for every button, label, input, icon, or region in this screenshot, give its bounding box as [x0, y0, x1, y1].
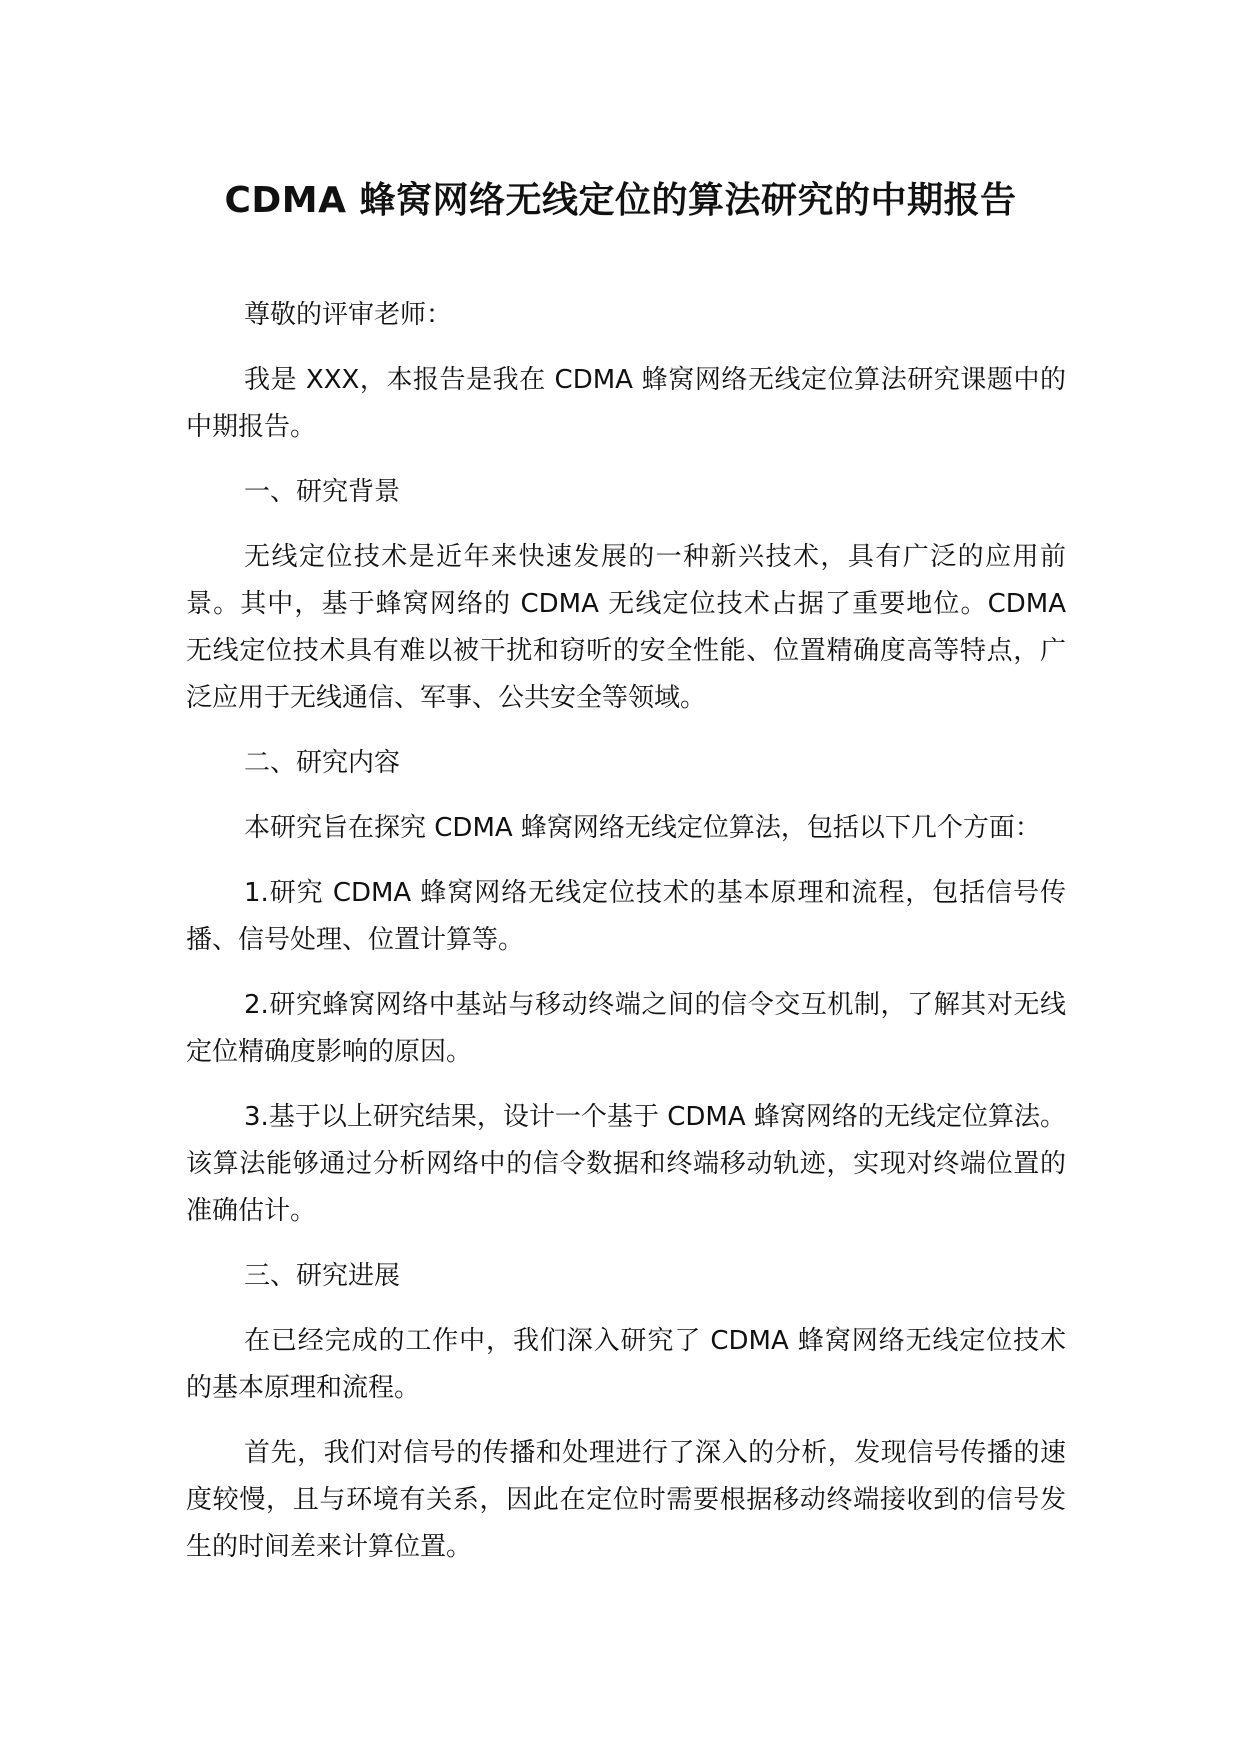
progress-paragraph-2: 首先，我们对信号的传播和处理进行了深入的分析，发现信号传播的速度较慢，且与环境有关系，因此在定位时需要根据移动终端接收到的信号发生的时间差来计算位置。 — [186, 1438, 1066, 1562]
content-intro-paragraph: 本研究旨在探究 CDMA 蜂窝网络无线定位算法，包括以下几个方面： — [244, 813, 1041, 843]
background-paragraph: 无线定位技术是近年来快速发展的一种新兴技术，具有广泛的应用前景。其中，基于蜂窝网络的 CDMA 无线定位技术占据了重要地位。CDMA 无线定位技术具有难以被干扰和窃听的安全性能、位置精确度高等特点，广泛应用于无线通信、军事、公共安全等领域。 — [186, 542, 1066, 713]
progress-paragraph-1: 在已经完成的工作中，我们深入研究了 CDMA 蜂窝网络无线定位技术的基本原理和流程。 — [186, 1326, 1066, 1403]
content-item-3: 3.基于以上研究结果，设计一个基于 CDMA 蜂窝网络的无线定位算法。该算法能够通过分析网络中的信令数据和终端移动轨迹，实现对终端位置的准确估计。 — [186, 1102, 1066, 1226]
section-heading-content: 二、研究内容 — [244, 748, 401, 778]
document-title: CDMA 蜂窝网络无线定位的算法研究的中期报告 — [224, 180, 1017, 221]
salutation: 尊敬的评审老师： — [244, 300, 453, 330]
section-heading-background: 一、研究背景 — [244, 477, 401, 507]
section-heading-progress: 三、研究进展 — [244, 1261, 401, 1291]
content-item-2: 2.研究蜂窝网络中基站与移动终端之间的信令交互机制，了解其对无线定位精确度影响的原因。 — [186, 990, 1066, 1067]
intro-paragraph: 我是 XXX，本报告是我在 CDMA 蜂窝网络无线定位算法研究课题中的中期报告。 — [186, 365, 1066, 442]
content-item-1: 1.研究 CDMA 蜂窝网络无线定位技术的基本原理和流程，包括信号传播、信号处理、位置计算等。 — [186, 878, 1066, 955]
document-body — [186, 292, 1066, 1589]
